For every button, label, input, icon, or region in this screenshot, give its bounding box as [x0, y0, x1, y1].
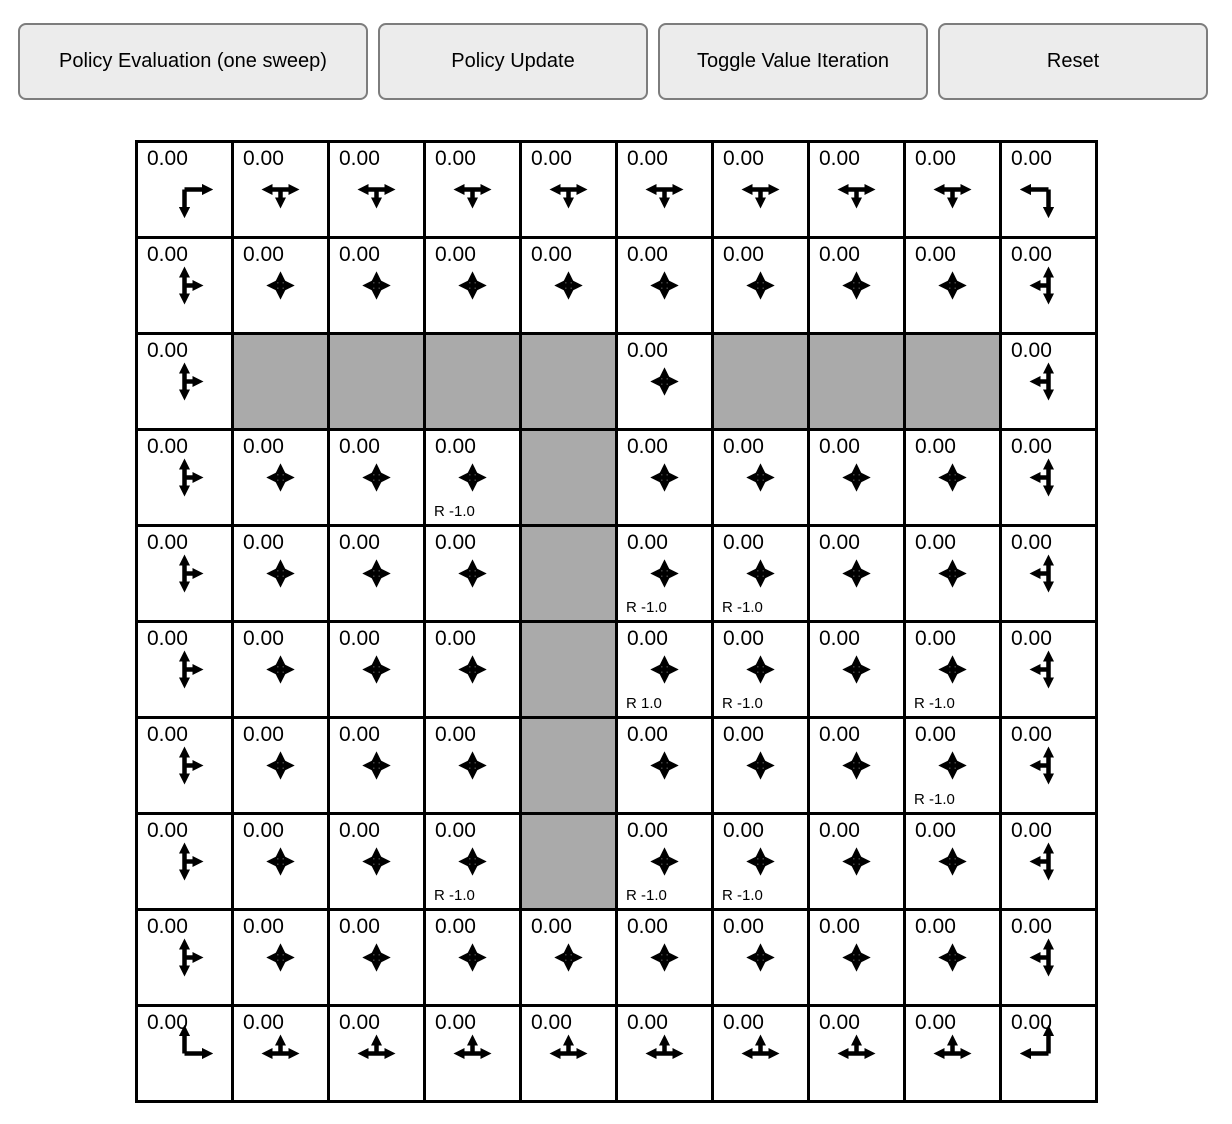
policy-arrows-icon: [426, 143, 519, 236]
policy-arrows-icon: [138, 815, 231, 908]
cell-value: 0.00: [819, 435, 860, 458]
cell-value: 0.00: [723, 1011, 764, 1034]
cell-value: 0.00: [819, 243, 860, 266]
cell-value: 0.00: [915, 147, 956, 170]
gridworld: [135, 140, 1098, 1103]
policy-arrows-icon: [906, 911, 999, 1004]
policy-arrows-icon: [618, 815, 711, 908]
grid-cell[interactable]: [906, 911, 1002, 1007]
cell-value: 0.00: [819, 627, 860, 650]
grid-cell[interactable]: [1002, 1007, 1098, 1103]
grid-cell[interactable]: [138, 1007, 234, 1103]
cell-value: 0.00: [915, 915, 956, 938]
grid-cell[interactable]: [810, 431, 906, 527]
cell-reward: R -1.0: [434, 503, 475, 520]
policy-arrows-icon: [330, 719, 423, 812]
policy-arrows-icon: [234, 527, 327, 620]
grid-cell[interactable]: [234, 719, 330, 815]
wall-cell[interactable]: [426, 335, 522, 431]
policy-arrows-icon: [234, 623, 327, 716]
policy-arrows-icon: [906, 1007, 999, 1100]
policy-update-button[interactable]: Policy Update: [378, 23, 648, 100]
policy-arrows-icon: [618, 1007, 711, 1100]
policy-arrows-icon: [234, 1007, 327, 1100]
grid-cell[interactable]: [810, 527, 906, 623]
grid-cell[interactable]: [522, 1007, 618, 1103]
policy-arrows-icon: [618, 239, 711, 332]
grid-cell[interactable]: [1002, 623, 1098, 719]
cell-value: 0.00: [723, 723, 764, 746]
grid-cell[interactable]: [522, 239, 618, 335]
grid-cell[interactable]: [1002, 335, 1098, 431]
policy-arrows-icon: [522, 239, 615, 332]
policy-arrows-icon: [138, 239, 231, 332]
cell-value: 0.00: [627, 339, 668, 362]
policy-arrows-icon: [1002, 815, 1095, 908]
grid-cell[interactable]: [906, 239, 1002, 335]
grid-cell[interactable]: [714, 143, 810, 239]
cell-value: 0.00: [915, 723, 956, 746]
cell-value: 0.00: [1011, 627, 1052, 650]
cell-value: 0.00: [339, 435, 380, 458]
grid-cell[interactable]: [906, 527, 1002, 623]
grid-cell[interactable]: [330, 1007, 426, 1103]
cell-reward: R -1.0: [434, 887, 475, 904]
policy-arrows-icon: [618, 719, 711, 812]
policy-arrows-icon: [426, 719, 519, 812]
grid-cell[interactable]: [618, 623, 714, 719]
cell-value: 0.00: [627, 627, 668, 650]
cell-value: 0.00: [435, 627, 476, 650]
cell-value: 0.00: [147, 915, 188, 938]
policy-arrows-icon: [138, 431, 231, 524]
cell-value: 0.00: [1011, 243, 1052, 266]
cell-reward: R -1.0: [722, 695, 763, 712]
policy-arrows-icon: [810, 911, 903, 1004]
cell-value: 0.00: [915, 243, 956, 266]
grid-cell[interactable]: [330, 143, 426, 239]
grid-cell[interactable]: [234, 911, 330, 1007]
cell-value: 0.00: [339, 819, 380, 842]
policy-arrows-icon: [906, 719, 999, 812]
grid-cell[interactable]: [810, 1007, 906, 1103]
cell-value: 0.00: [243, 435, 284, 458]
cell-value: 0.00: [627, 915, 668, 938]
policy-arrows-icon: [810, 431, 903, 524]
policy-arrows-icon: [810, 815, 903, 908]
grid-cell[interactable]: [714, 1007, 810, 1103]
cell-value: 0.00: [819, 723, 860, 746]
cell-value: 0.00: [339, 1011, 380, 1034]
cell-value: 0.00: [627, 723, 668, 746]
cell-value: 0.00: [723, 915, 764, 938]
policy-arrows-icon: [138, 335, 231, 428]
policy-arrows-icon: [906, 527, 999, 620]
policy-arrows-icon: [1002, 335, 1095, 428]
policy-arrows-icon: [618, 431, 711, 524]
policy-arrows-icon: [1002, 143, 1095, 236]
toggle-value-iteration-button[interactable]: Toggle Value Iteration: [658, 23, 928, 100]
policy-arrows-icon: [426, 239, 519, 332]
cell-value: 0.00: [723, 627, 764, 650]
grid-cell[interactable]: [234, 527, 330, 623]
cell-value: 0.00: [819, 531, 860, 554]
cell-reward: R -1.0: [626, 887, 667, 904]
cell-value: 0.00: [339, 723, 380, 746]
cell-value: 0.00: [1011, 1011, 1052, 1034]
cell-value: 0.00: [1011, 339, 1052, 362]
grid-cell[interactable]: [1002, 239, 1098, 335]
wall-cell[interactable]: [234, 335, 330, 431]
policy-arrows-icon: [714, 719, 807, 812]
grid-cell[interactable]: [714, 527, 810, 623]
cell-value: 0.00: [147, 147, 188, 170]
policy-arrows-icon: [1002, 911, 1095, 1004]
grid-cell[interactable]: [1002, 143, 1098, 239]
policy-arrows-icon: [234, 431, 327, 524]
policy-arrows-icon: [714, 815, 807, 908]
grid-cell[interactable]: [330, 623, 426, 719]
cell-value: 0.00: [243, 915, 284, 938]
policy-arrows-icon: [138, 623, 231, 716]
policy-arrows-icon: [810, 1007, 903, 1100]
grid-cell[interactable]: [426, 431, 522, 527]
policy-arrows-icon: [138, 911, 231, 1004]
cell-value: 0.00: [147, 723, 188, 746]
policy-arrows-icon: [810, 239, 903, 332]
grid-cell[interactable]: [330, 719, 426, 815]
policy-arrows-icon: [138, 719, 231, 812]
grid-cell[interactable]: [810, 815, 906, 911]
cell-value: 0.00: [915, 819, 956, 842]
grid-cell[interactable]: [138, 431, 234, 527]
policy-evaluation-button[interactable]: Policy Evaluation (one sweep): [18, 23, 368, 100]
policy-arrows-icon: [426, 1007, 519, 1100]
grid-cell[interactable]: [714, 239, 810, 335]
grid-cell[interactable]: [1002, 527, 1098, 623]
grid-cell[interactable]: [138, 239, 234, 335]
cell-value: 0.00: [627, 819, 668, 842]
cell-value: 0.00: [1011, 723, 1052, 746]
grid-cell[interactable]: [906, 623, 1002, 719]
grid-cell[interactable]: [618, 527, 714, 623]
cell-value: 0.00: [243, 627, 284, 650]
grid-cell[interactable]: [618, 1007, 714, 1103]
grid-cell[interactable]: [522, 143, 618, 239]
grid-cell[interactable]: [1002, 815, 1098, 911]
policy-arrows-icon: [618, 143, 711, 236]
policy-arrows-icon: [522, 143, 615, 236]
wall-cell[interactable]: [522, 815, 618, 911]
cell-value: 0.00: [1011, 531, 1052, 554]
grid-cell[interactable]: [234, 815, 330, 911]
cell-value: 0.00: [339, 627, 380, 650]
grid-cell[interactable]: [810, 239, 906, 335]
cell-value: 0.00: [435, 819, 476, 842]
policy-arrows-icon: [522, 1007, 615, 1100]
grid-cell[interactable]: [234, 623, 330, 719]
cell-value: 0.00: [915, 531, 956, 554]
grid-cell[interactable]: [906, 431, 1002, 527]
policy-arrows-icon: [714, 239, 807, 332]
cell-value: 0.00: [531, 243, 572, 266]
grid-cell[interactable]: [810, 911, 906, 1007]
cell-value: 0.00: [723, 147, 764, 170]
grid-cell[interactable]: [1002, 719, 1098, 815]
cell-value: 0.00: [819, 1011, 860, 1034]
cell-value: 0.00: [243, 243, 284, 266]
cell-value: 0.00: [243, 723, 284, 746]
policy-arrows-icon: [906, 239, 999, 332]
policy-arrows-icon: [330, 623, 423, 716]
cell-value: 0.00: [339, 531, 380, 554]
grid-cell[interactable]: [234, 431, 330, 527]
policy-arrows-icon: [1002, 623, 1095, 716]
grid-cell[interactable]: [1002, 431, 1098, 527]
cell-reward: R -1.0: [914, 695, 955, 712]
cell-value: 0.00: [819, 819, 860, 842]
grid-cell[interactable]: [138, 143, 234, 239]
cell-value: 0.00: [243, 531, 284, 554]
cell-value: 0.00: [723, 243, 764, 266]
grid-cell[interactable]: [810, 623, 906, 719]
grid-cell[interactable]: [906, 143, 1002, 239]
policy-arrows-icon: [618, 527, 711, 620]
toolbar: [18, 23, 1208, 100]
grid-cell[interactable]: [330, 239, 426, 335]
wall-cell[interactable]: [906, 335, 1002, 431]
reset-button[interactable]: Reset: [938, 23, 1208, 100]
policy-arrows-icon: [330, 815, 423, 908]
policy-arrows-icon: [810, 719, 903, 812]
cell-value: 0.00: [435, 531, 476, 554]
cell-value: 0.00: [147, 339, 188, 362]
cell-value: 0.00: [531, 147, 572, 170]
cell-value: 0.00: [723, 819, 764, 842]
grid-cell[interactable]: [426, 623, 522, 719]
cell-value: 0.00: [435, 723, 476, 746]
cell-reward: R -1.0: [914, 791, 955, 808]
policy-arrows-icon: [618, 623, 711, 716]
cell-value: 0.00: [627, 531, 668, 554]
cell-value: 0.00: [627, 147, 668, 170]
grid-cell[interactable]: [618, 911, 714, 1007]
policy-arrows-icon: [426, 431, 519, 524]
cell-reward: R -1.0: [722, 599, 763, 616]
grid-cell[interactable]: [618, 143, 714, 239]
policy-arrows-icon: [138, 143, 231, 236]
policy-arrows-icon: [138, 527, 231, 620]
grid-cell[interactable]: [138, 815, 234, 911]
cell-value: 0.00: [1011, 147, 1052, 170]
cell-value: 0.00: [339, 243, 380, 266]
policy-arrows-icon: [810, 623, 903, 716]
cell-value: 0.00: [147, 531, 188, 554]
wall-cell[interactable]: [522, 527, 618, 623]
policy-arrows-icon: [426, 623, 519, 716]
policy-arrows-icon: [906, 815, 999, 908]
policy-arrows-icon: [234, 143, 327, 236]
wall-cell[interactable]: [522, 335, 618, 431]
grid-cell[interactable]: [426, 143, 522, 239]
cell-value: 0.00: [147, 435, 188, 458]
grid-cell[interactable]: [330, 815, 426, 911]
cell-value: 0.00: [915, 1011, 956, 1034]
grid-cell[interactable]: [330, 431, 426, 527]
policy-arrows-icon: [234, 719, 327, 812]
policy-arrows-icon: [234, 911, 327, 1004]
policy-arrows-icon: [234, 239, 327, 332]
policy-arrows-icon: [714, 143, 807, 236]
grid-cell[interactable]: [906, 719, 1002, 815]
grid-cell[interactable]: [234, 143, 330, 239]
grid-cell[interactable]: [522, 911, 618, 1007]
grid-cell[interactable]: [138, 623, 234, 719]
wall-cell[interactable]: [522, 431, 618, 527]
grid-cell[interactable]: [906, 815, 1002, 911]
wall-cell[interactable]: [330, 335, 426, 431]
cell-value: 0.00: [147, 1011, 188, 1034]
policy-arrows-icon: [714, 431, 807, 524]
grid-cell[interactable]: [234, 1007, 330, 1103]
policy-arrows-icon: [618, 335, 711, 428]
cell-value: 0.00: [243, 147, 284, 170]
grid-cell[interactable]: [714, 815, 810, 911]
grid-cell[interactable]: [426, 719, 522, 815]
wall-cell[interactable]: [522, 623, 618, 719]
policy-arrows-icon: [330, 239, 423, 332]
grid-cell[interactable]: [330, 911, 426, 1007]
cell-value: 0.00: [147, 819, 188, 842]
cell-value: 0.00: [627, 1011, 668, 1034]
policy-arrows-icon: [1002, 1007, 1095, 1100]
cell-value: 0.00: [435, 1011, 476, 1034]
cell-value: 0.00: [627, 435, 668, 458]
cell-value: 0.00: [435, 147, 476, 170]
cell-value: 0.00: [147, 243, 188, 266]
cell-value: 0.00: [339, 915, 380, 938]
cell-value: 0.00: [435, 435, 476, 458]
wall-cell[interactable]: [810, 335, 906, 431]
cell-value: 0.00: [723, 435, 764, 458]
cell-value: 0.00: [819, 147, 860, 170]
grid-cell[interactable]: [714, 623, 810, 719]
wall-cell[interactable]: [522, 719, 618, 815]
cell-value: 0.00: [243, 819, 284, 842]
cell-value: 0.00: [1011, 915, 1052, 938]
cell-value: 0.00: [147, 627, 188, 650]
policy-arrows-icon: [138, 1007, 231, 1100]
cell-value: 0.00: [531, 1011, 572, 1034]
policy-arrows-icon: [714, 1007, 807, 1100]
grid-cell[interactable]: [810, 719, 906, 815]
policy-arrows-icon: [906, 143, 999, 236]
cell-value: 0.00: [243, 1011, 284, 1034]
grid-cell[interactable]: [138, 911, 234, 1007]
policy-arrows-icon: [234, 815, 327, 908]
policy-arrows-icon: [906, 431, 999, 524]
cell-value: 0.00: [1011, 819, 1052, 842]
grid-cell[interactable]: [426, 911, 522, 1007]
policy-arrows-icon: [714, 623, 807, 716]
grid-cell[interactable]: [618, 815, 714, 911]
policy-arrows-icon: [1002, 431, 1095, 524]
policy-arrows-icon: [330, 1007, 423, 1100]
grid-cell[interactable]: [618, 719, 714, 815]
grid-cell[interactable]: [618, 335, 714, 431]
cell-value: 0.00: [435, 243, 476, 266]
grid-cell[interactable]: [618, 431, 714, 527]
grid-cell[interactable]: [1002, 911, 1098, 1007]
cell-reward: R 1.0: [626, 695, 662, 712]
policy-arrows-icon: [1002, 527, 1095, 620]
policy-arrows-icon: [330, 431, 423, 524]
policy-arrows-icon: [810, 143, 903, 236]
cell-value: 0.00: [627, 243, 668, 266]
grid-cell[interactable]: [906, 1007, 1002, 1103]
policy-arrows-icon: [714, 527, 807, 620]
policy-arrows-icon: [618, 911, 711, 1004]
grid-cell[interactable]: [714, 911, 810, 1007]
grid-cell[interactable]: [714, 431, 810, 527]
grid-cell[interactable]: [426, 815, 522, 911]
policy-arrows-icon: [330, 527, 423, 620]
policy-arrows-icon: [426, 527, 519, 620]
grid-cell[interactable]: [138, 335, 234, 431]
policy-arrows-icon: [426, 911, 519, 1004]
grid-cell[interactable]: [714, 719, 810, 815]
policy-arrows-icon: [906, 623, 999, 716]
grid-cell[interactable]: [138, 719, 234, 815]
cell-reward: R -1.0: [722, 887, 763, 904]
grid-cell[interactable]: [810, 143, 906, 239]
policy-arrows-icon: [714, 911, 807, 1004]
grid-cell[interactable]: [426, 239, 522, 335]
wall-cell[interactable]: [714, 335, 810, 431]
cell-value: 0.00: [435, 915, 476, 938]
grid-cell[interactable]: [618, 239, 714, 335]
grid-cell[interactable]: [426, 527, 522, 623]
policy-arrows-icon: [426, 815, 519, 908]
grid-cell[interactable]: [234, 239, 330, 335]
policy-arrows-icon: [1002, 239, 1095, 332]
cell-value: 0.00: [1011, 435, 1052, 458]
cell-value: 0.00: [339, 147, 380, 170]
cell-value: 0.00: [531, 915, 572, 938]
cell-value: 0.00: [915, 627, 956, 650]
grid-cell[interactable]: [426, 1007, 522, 1103]
policy-arrows-icon: [810, 527, 903, 620]
policy-arrows-icon: [330, 911, 423, 1004]
policy-arrows-icon: [330, 143, 423, 236]
cell-reward: R -1.0: [626, 599, 667, 616]
cell-value: 0.00: [723, 531, 764, 554]
policy-arrows-icon: [522, 911, 615, 1004]
grid-cell[interactable]: [330, 527, 426, 623]
cell-value: 0.00: [915, 435, 956, 458]
policy-arrows-icon: [1002, 719, 1095, 812]
grid-cell[interactable]: [138, 527, 234, 623]
cell-value: 0.00: [819, 915, 860, 938]
